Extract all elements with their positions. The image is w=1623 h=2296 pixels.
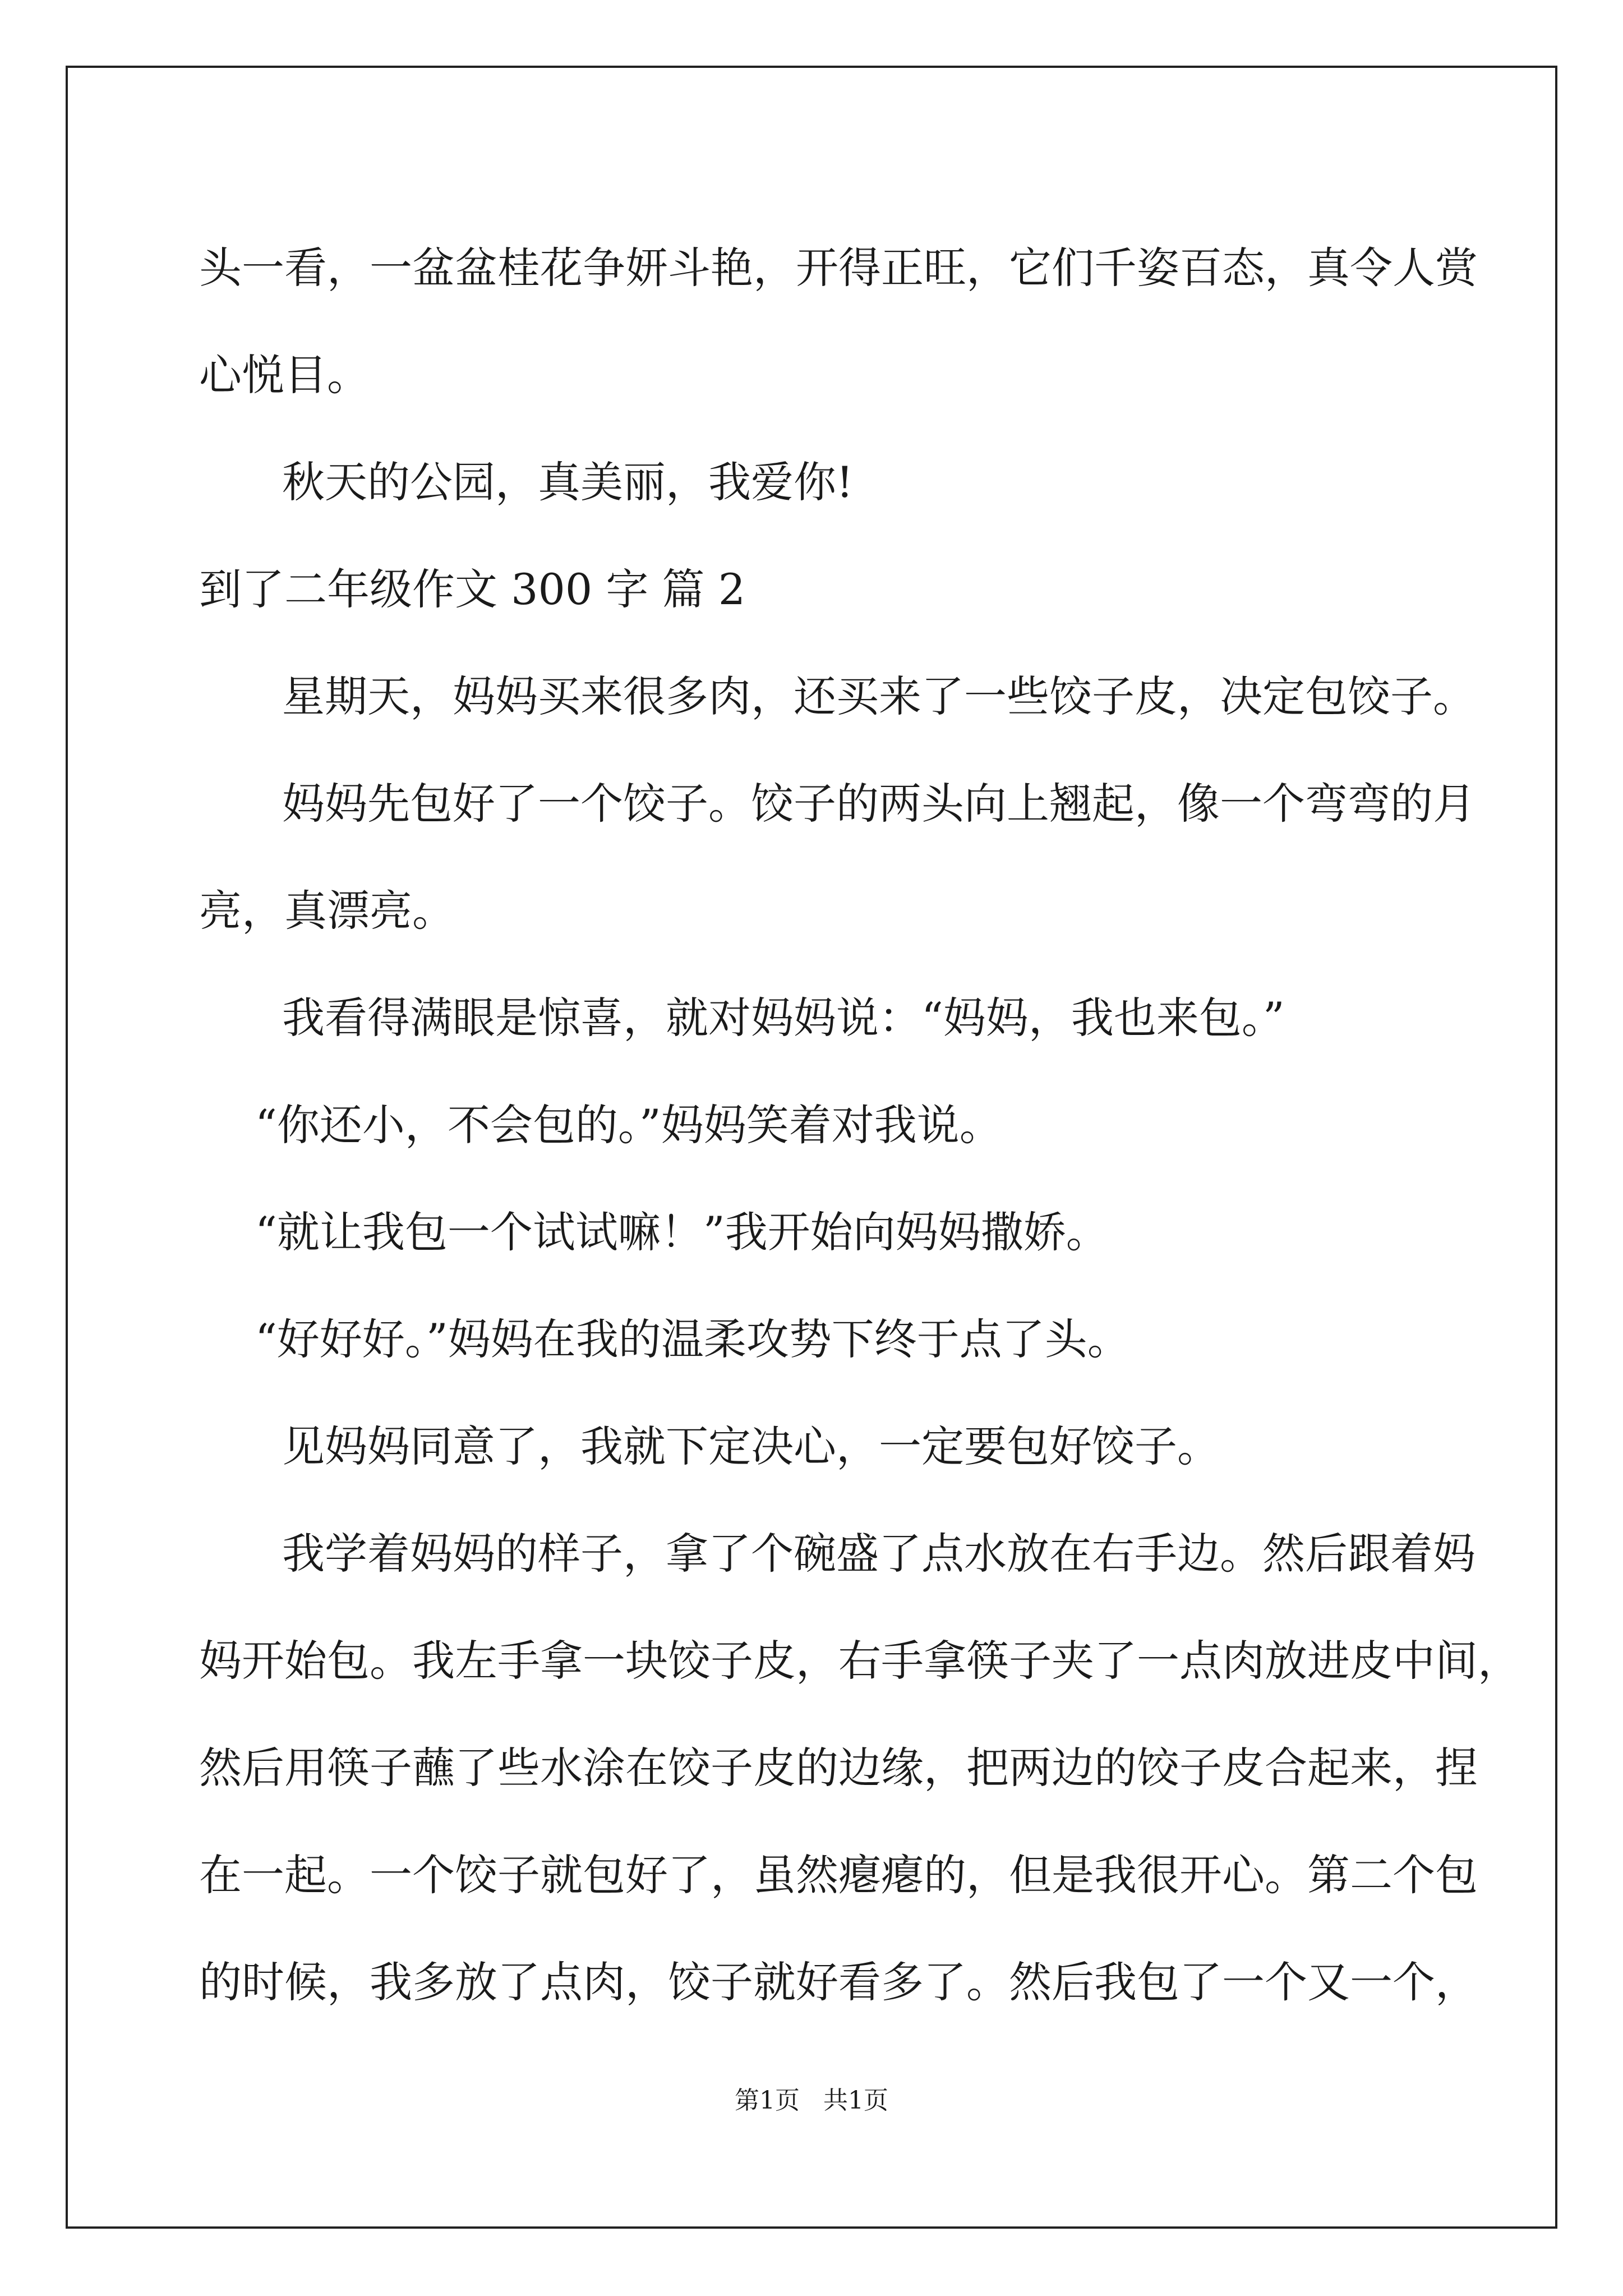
text-line: 在一起。一个饺子就包好了，虽然瘪瘪的，但是我很开心。第二个包 (199, 1850, 1478, 1900)
text-line: 亮，真漂亮。 (199, 886, 455, 936)
text-line: 妈开始包。我左手拿一块饺子皮，右手拿筷子夹了一点肉放进皮中间， (199, 1636, 1520, 1686)
paragraph-line: 见妈妈同意了，我就下定决心，一定要包好饺子。 (282, 1421, 1220, 1471)
text-line: 然后用筷子蘸了些水涂在饺子皮的边缘，把两边的饺子皮合起来，捏 (199, 1743, 1478, 1793)
text-line: 心悦目。 (199, 350, 370, 400)
document-body (199, 214, 1520, 2036)
paragraph-line: 妈妈先包好了一个饺子。饺子的两头向上翘起，像一个弯弯的月 (282, 779, 1476, 829)
dialogue-line: “好好好。”妈妈在我的温柔攻势下终于点了头。 (255, 1314, 1130, 1364)
text-line: 头一看，一盆盆桂花争妍斗艳，开得正旺，它们千姿百态，真令人赏 (199, 243, 1478, 293)
paragraph-line: 星期天，妈妈买来很多肉，还买来了一些饺子皮，决定包饺子。 (282, 671, 1476, 721)
page-footer: 第1页 共1页 (735, 2086, 888, 2115)
section-heading: 到了二年级作文 300 字 篇 2 (199, 564, 746, 614)
text-line: 的时候，我多放了点肉，饺子就好看多了。然后我包了一个又一个， (199, 1957, 1478, 2007)
dialogue-line: “就让我包一个试试嘛！”我开始向妈妈撒娇。 (255, 1207, 1109, 1257)
paragraph-line: 秋天的公园，真美丽，我爱你! (282, 457, 854, 507)
dialogue-line: “你还小，不会包的。”妈妈笑着对我说。 (255, 1100, 1002, 1150)
paragraph-line: 我学着妈妈的样子，拿了个碗盛了点水放在右手边。然后跟着妈 (282, 1529, 1476, 1579)
paragraph-line: 我看得满眼是惊喜，就对妈妈说：“妈妈，我也来包。” (282, 993, 1285, 1043)
